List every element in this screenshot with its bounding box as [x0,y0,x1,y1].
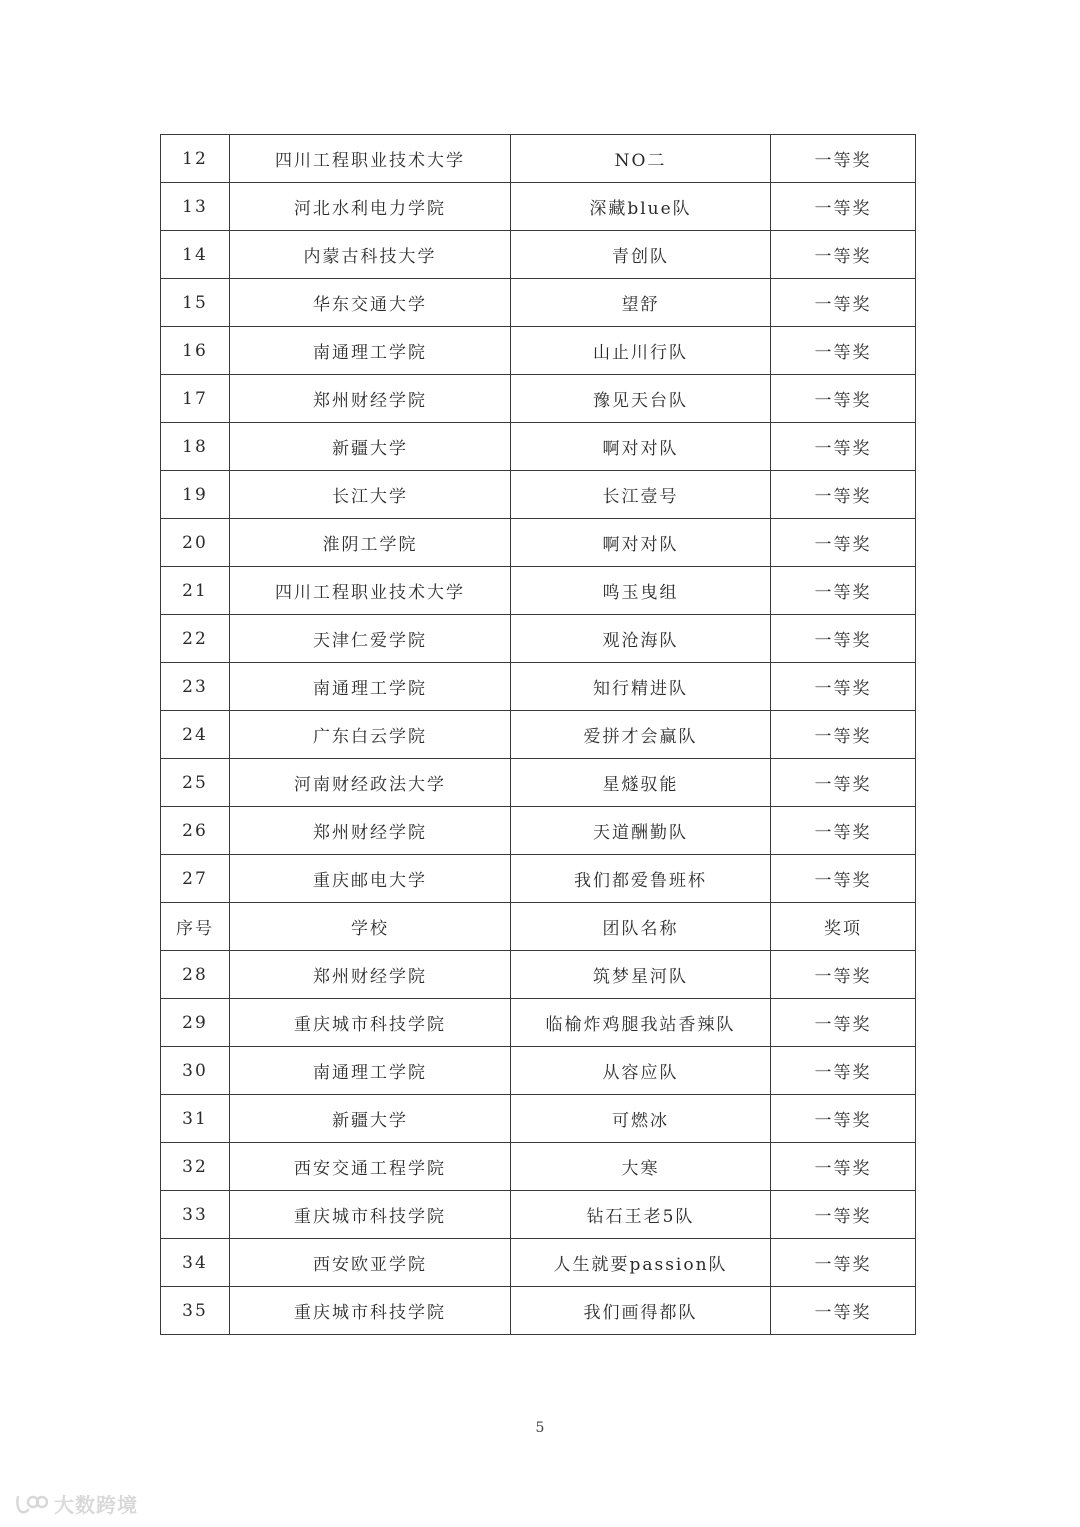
school-cell: 南通理工学院 [230,663,511,711]
row-index-cell: 34 [161,1239,230,1287]
team-name-cell: 豫见天台队 [511,375,771,423]
award-cell: 一等奖 [771,615,916,663]
table-row [161,855,916,903]
row-index-cell: 25 [161,759,230,807]
row-index-cell: 12 [161,135,230,183]
table-row [161,711,916,759]
award-cell: 一等奖 [771,855,916,903]
team-name-cell: 啊对对队 [511,423,771,471]
award-cell: 一等奖 [771,279,916,327]
team-name-cell: 人生就要passion队 [511,1239,771,1287]
school-cell: 郑州财经学院 [230,375,511,423]
row-index-cell: 35 [161,1287,230,1335]
row-index-cell: 33 [161,1191,230,1239]
watermark [14,1489,138,1518]
award-cell: 一等奖 [771,423,916,471]
school-cell: 南通理工学院 [230,1047,511,1095]
school-cell: 重庆邮电大学 [230,855,511,903]
team-name-cell: 深藏blue队 [511,183,771,231]
team-name-cell: 星燧驭能 [511,759,771,807]
table-row [161,807,916,855]
table-row [161,663,916,711]
row-index-cell: 17 [161,375,230,423]
table-row [161,1191,916,1239]
school-cell: 郑州财经学院 [230,807,511,855]
team-name-cell: 从容应队 [511,1047,771,1095]
table-row [161,327,916,375]
table-row [161,519,916,567]
row-index-cell: 21 [161,567,230,615]
award-cell: 一等奖 [771,183,916,231]
table-row [161,1095,916,1143]
school-cell: 西安欧亚学院 [230,1239,511,1287]
school-cell: 郑州财经学院 [230,951,511,999]
page-number: 5 [535,1420,545,1436]
table-row [161,615,916,663]
row-index-cell: 30 [161,1047,230,1095]
school-cell: 新疆大学 [230,1095,511,1143]
team-name-cell: 啊对对队 [511,519,771,567]
team-name-cell: 团队名称 [511,903,771,951]
team-name-cell: 可燃冰 [511,1095,771,1143]
team-name-cell: 钻石王老5队 [511,1191,771,1239]
table-row [161,759,916,807]
award-cell: 一等奖 [771,759,916,807]
table-header-row [161,903,916,951]
table-row [161,951,916,999]
award-cell: 一等奖 [771,1143,916,1191]
table-row [161,1239,916,1287]
team-name-cell: 爱拼才会赢队 [511,711,771,759]
award-table [160,134,916,1335]
school-cell: 天津仁爱学院 [230,615,511,663]
team-name-cell: 知行精进队 [511,663,771,711]
award-cell: 一等奖 [771,135,916,183]
award-cell: 一等奖 [771,519,916,567]
team-name-cell: 望舒 [511,279,771,327]
table-row [161,183,916,231]
team-name-cell: 天道酬勤队 [511,807,771,855]
table-row [161,135,916,183]
row-index-cell: 32 [161,1143,230,1191]
row-index-cell: 22 [161,615,230,663]
table-row [161,1143,916,1191]
school-cell: 内蒙古科技大学 [230,231,511,279]
school-cell: 新疆大学 [230,423,511,471]
table-row [161,471,916,519]
row-index-cell: 29 [161,999,230,1047]
row-index-cell: 15 [161,279,230,327]
school-cell: 淮阴工学院 [230,519,511,567]
table-row [161,279,916,327]
school-cell: 广东白云学院 [230,711,511,759]
table-row [161,375,916,423]
school-cell: 重庆城市科技学院 [230,1287,511,1335]
team-name-cell: 我们画得都队 [511,1287,771,1335]
row-index-cell: 18 [161,423,230,471]
award-cell: 一等奖 [771,663,916,711]
school-cell: 河南财经政法大学 [230,759,511,807]
award-cell: 一等奖 [771,1095,916,1143]
row-index-cell: 31 [161,1095,230,1143]
school-cell: 西安交通工程学院 [230,1143,511,1191]
team-name-cell: 长江壹号 [511,471,771,519]
school-cell: 学校 [230,903,511,951]
award-cell: 一等奖 [771,999,916,1047]
team-name-cell: 大寒 [511,1143,771,1191]
award-cell: 一等奖 [771,1239,916,1287]
award-cell: 一等奖 [771,567,916,615]
award-cell: 一等奖 [771,471,916,519]
award-cell: 奖项 [771,903,916,951]
row-index-cell: 19 [161,471,230,519]
award-cell: 一等奖 [771,1191,916,1239]
award-cell: 一等奖 [771,231,916,279]
team-name-cell: 青创队 [511,231,771,279]
watermark-logo-icon [14,1493,48,1515]
row-index-cell: 23 [161,663,230,711]
team-name-cell: 观沧海队 [511,615,771,663]
school-cell: 长江大学 [230,471,511,519]
school-cell: 重庆城市科技学院 [230,1191,511,1239]
award-cell: 一等奖 [771,1287,916,1335]
table-row [161,1047,916,1095]
award-cell: 一等奖 [771,375,916,423]
award-cell: 一等奖 [771,1047,916,1095]
row-index-cell: 13 [161,183,230,231]
row-index-cell: 14 [161,231,230,279]
team-name-cell: NO二 [511,135,771,183]
table-row [161,423,916,471]
team-name-cell: 山止川行队 [511,327,771,375]
table-row [161,999,916,1047]
row-index-cell: 20 [161,519,230,567]
table-row [161,231,916,279]
row-index-cell: 28 [161,951,230,999]
school-cell: 重庆城市科技学院 [230,999,511,1047]
school-cell: 华东交通大学 [230,279,511,327]
watermark-text: 大数跨境 [54,1493,138,1517]
row-index-cell: 16 [161,327,230,375]
row-index-cell: 24 [161,711,230,759]
team-name-cell: 筑梦星河队 [511,951,771,999]
table-row [161,567,916,615]
row-index-cell: 序号 [161,903,230,951]
team-name-cell: 临榆炸鸡腿我站香辣队 [511,999,771,1047]
row-index-cell: 27 [161,855,230,903]
school-cell: 河北水利电力学院 [230,183,511,231]
school-cell: 四川工程职业技术大学 [230,567,511,615]
award-cell: 一等奖 [771,951,916,999]
school-cell: 南通理工学院 [230,327,511,375]
row-index-cell: 26 [161,807,230,855]
school-cell: 四川工程职业技术大学 [230,135,511,183]
award-cell: 一等奖 [771,807,916,855]
team-name-cell: 我们都爱鲁班杯 [511,855,771,903]
award-cell: 一等奖 [771,327,916,375]
table-row [161,1287,916,1335]
award-table-body [161,135,916,1335]
team-name-cell: 鸣玉曳组 [511,567,771,615]
award-cell: 一等奖 [771,711,916,759]
